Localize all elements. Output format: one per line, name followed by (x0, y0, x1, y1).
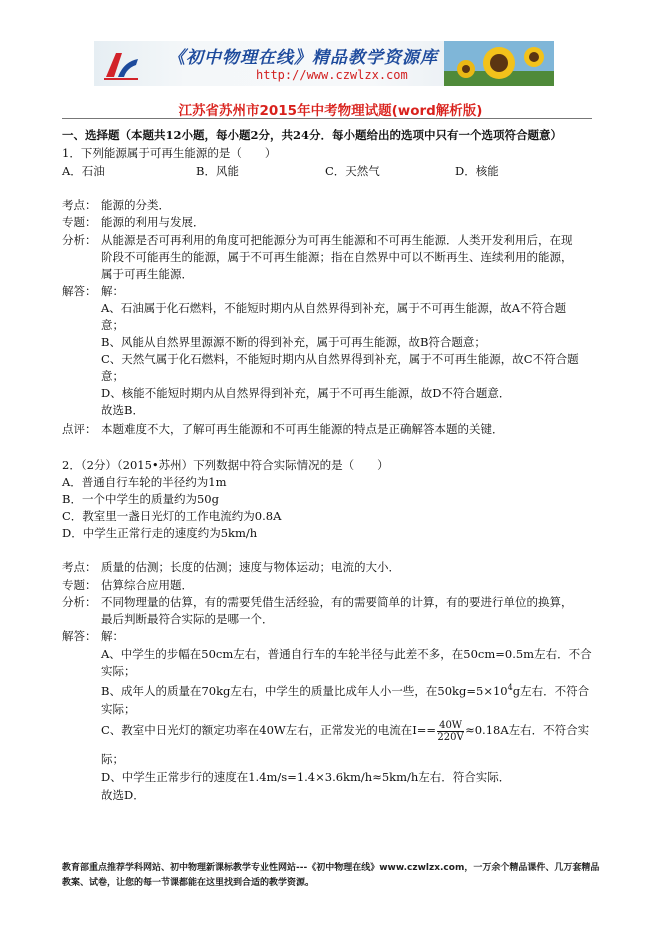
q1-jieda-line: B、风能从自然界里源源不断的得到补充，属于可再生能源，故B符合题意； (101, 335, 486, 349)
q1-fenxi-line: 从能源是否可再利用的角度可把能源分为可再生能源和不可再生能源．人类开发利用后，在现 (101, 233, 573, 247)
site-logo-icon (102, 47, 140, 81)
q2-jieda-label: 解答： (62, 629, 97, 643)
q2-jieda-c-cont: 际； (101, 752, 124, 766)
sunflower-icon (444, 41, 554, 86)
q2-option-c: C．教室里一盏日光灯的工作电流约为0.8A (62, 509, 282, 523)
q1-jieda-line: 故选B． (101, 403, 144, 417)
banner-url[interactable]: http://www.czwlzx.com (256, 68, 408, 82)
q2-kaodian-label: 考点： (62, 560, 97, 574)
q1-jieda-line: 意； (101, 318, 124, 332)
q2-jieda-c-post: ≈0.18A左右．不符合实 (465, 723, 590, 737)
q1-fenxi-line: 阶段不可能再生的能源，属于不可再生能源；指在自然界中可以不断再生、连续利用的能源， (101, 250, 573, 264)
q1-option-a: A．石油 (62, 164, 105, 178)
q2-jieda-c (101, 719, 589, 743)
q1-option-b: B．风能 (196, 164, 239, 178)
q2-option-a: A．普通自行车轮的半径约为1m (62, 475, 227, 489)
q1-jieda-line: D、核能不能短时期内从自然界得到补充，属于不可再生能源，故D不符合题意． (101, 386, 511, 400)
fraction-denominator: 220V (437, 731, 464, 743)
q2-option-b: B．一个中学生的质量约为50g (62, 492, 219, 506)
q2-jieda-a-cont: 实际； (101, 664, 136, 678)
q1-dianping: 本题难度不大，了解可再生能源和不可再生能源的特点是正确解答本题的关键． (101, 422, 504, 436)
q2-zhuanti: 估算综合应用题． (101, 578, 193, 592)
fraction-numerator: 40W (439, 719, 463, 731)
q2-jieda-b-post: g左右．不符合 (512, 684, 590, 698)
document-title: 江苏省苏州市2015年中考物理试题(word解析版) (178, 103, 483, 119)
title-divider (62, 118, 592, 119)
q1-fenxi-line: 属于可再生能源． (101, 267, 193, 281)
q2-kaodian: 质量的估测；长度的估测；速度与物体运动；电流的大小． (101, 560, 400, 574)
q2-jieda-b (101, 683, 589, 699)
q2-fenxi-line: 最后判断最符合实际的是哪一个． (101, 612, 274, 626)
q1-jieda-label: 解答： (62, 284, 97, 298)
section-header: 一、选择题（本题共12小题，每小题2分，共24分．每小题给出的选项中只有一个选项符合题意） (62, 128, 563, 142)
q2-jieda-a: A、中学生的步幅在50cm左右，普通自行车的车轮半径与此差不多，在50cm=0.5m左右．不合 (101, 647, 592, 661)
q1-jieda-line: 意； (101, 369, 124, 383)
q1-option-d: D．核能 (455, 164, 499, 178)
q1-option-c: C．天然气 (325, 164, 380, 178)
q2-jieda-c-pre: C、教室中日光灯的额定功率在40W左右，正常发光的电流在I== (101, 723, 437, 737)
q2-jieda-b-pre: B、成年人的质量在70kg左右，中学生的质量比成年人小一些，在50kg=5×10 (101, 684, 508, 698)
q2-stem: 2．（2分）（2015•苏州）下列数据中符合实际情况的是（ ） (62, 458, 389, 472)
q1-jieda-line: C、天然气属于化石燃料，不能短时期内从自然界得到补充，属于不可再生能源，故C不符合题 (101, 352, 579, 366)
q1-stem: 1．下列能源属于可再生能源的是（ ） (62, 146, 277, 160)
q2-jieda-d: D、中学生正常步行的速度在1.4m/s=1.4×3.6km/h≈5km/h左右．符合实际． (101, 770, 511, 784)
q1-fenxi-label: 分析： (62, 233, 97, 247)
q2-jieda-b-cont: 实际； (101, 702, 136, 716)
current-fraction (437, 720, 464, 743)
q2-fenxi-line: 不同物理量的估算，有的需要凭借生活经验，有的需要简单的计算，有的要进行单位的换算， (101, 595, 573, 609)
q2-jieda-intro: 解： (101, 629, 124, 643)
q2-jieda-end: 故选D． (101, 788, 145, 802)
q1-dianping-label: 点评： (62, 422, 97, 436)
q1-jieda-line: A、石油属于化石燃料，不能短时期内从自然界得到补充，属于不可再生能源，故A不符合题 (101, 301, 567, 315)
q1-kaodian: 能源的分类． (101, 198, 170, 212)
q2-jieda-b-exponent: 4 (507, 683, 513, 693)
q2-fenxi-label: 分析： (62, 595, 97, 609)
q1-kaodian-label: 考点： (62, 198, 97, 212)
page-footer: 教育部重点推荐学科网站、初中物理新课标教学专业性网站---《初中物理在线》www.czwlzx.com，一万余个精品课件、几万套精品教案、试卷，让您的每一节课都能在这里找到合适的教学资源。 (62, 863, 600, 888)
q1-zhuanti-label: 专题： (62, 215, 97, 229)
banner-title: 《初中物理在线》精品教学资源库 (168, 48, 438, 68)
header-banner (94, 41, 554, 86)
q1-jieda-line: 解： (101, 284, 124, 298)
q1-zhuanti: 能源的利用与发展． (101, 215, 205, 229)
q2-option-d: D．中学生正常行走的速度约为5km/h (62, 526, 258, 540)
q2-zhuanti-label: 专题： (62, 578, 97, 592)
